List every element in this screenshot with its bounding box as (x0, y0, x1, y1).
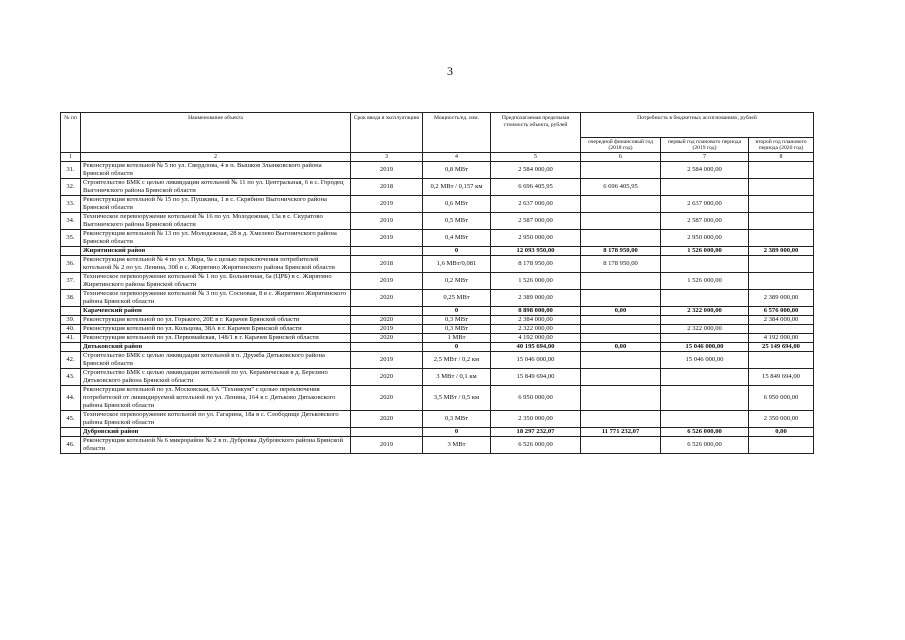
col-number: 5 (491, 153, 581, 162)
budget-2019: 1 526 000,00 (661, 273, 749, 290)
header-2019: первый год планового периода (2019 год) (661, 138, 749, 153)
budget-2019: 2 950 000,00 (661, 230, 749, 247)
col-number: 6 (581, 153, 661, 162)
budget-2019 (661, 386, 749, 411)
capacity: 0 (423, 307, 491, 316)
row-number: 44. (61, 386, 81, 411)
object-name: Строительство БМК с целью ликвидации котельной по ул. Керамическая в д. Березино Дятьковского района Брянской области (81, 369, 351, 386)
estimated-cost: 2 637 000,00 (491, 196, 581, 213)
table-row (61, 369, 814, 386)
budget-2018 (581, 369, 661, 386)
row-number: 43. (61, 369, 81, 386)
estimated-cost: 2 384 000,00 (491, 316, 581, 325)
row-number: 32. (61, 179, 81, 196)
row-number: 46. (61, 437, 81, 454)
commissioning-year: 2019 (351, 325, 423, 334)
estimated-cost: 2 350 000,00 (491, 411, 581, 428)
budget-2020 (749, 437, 814, 454)
row-number: 42. (61, 352, 81, 369)
budget-2020: 2 389 000,00 (749, 247, 814, 256)
estimated-cost: 40 195 694,00 (491, 343, 581, 352)
capacity: 0,6 МВт (423, 196, 491, 213)
estimated-cost: 4 192 000,00 (491, 334, 581, 343)
estimated-cost: 8 898 000,00 (491, 307, 581, 316)
commissioning-year: 2020 (351, 290, 423, 307)
table-row (61, 325, 814, 334)
budget-2020 (749, 196, 814, 213)
col-number: 2 (81, 153, 351, 162)
estimated-cost: 2 584 000,00 (491, 162, 581, 179)
estimated-cost: 15 046 000,00 (491, 352, 581, 369)
estimated-cost: 2 322 000,00 (491, 325, 581, 334)
district-subtotal-row (61, 247, 814, 256)
budget-2019: 6 526 000,00 (661, 428, 749, 437)
budget-2019: 15 046 000,00 (661, 352, 749, 369)
object-name: Реконструкция котельной по ул. Московская, 6А "Техникум" с целью переключения потребителей от ликвидируемой котельной по ул. Ленина, 164 в г. Дятьково Дятьковского района Брянской области (81, 386, 351, 411)
table-row (61, 437, 814, 454)
budget-2019: 2 587 000,00 (661, 213, 749, 230)
object-name: Дятьковский район (81, 343, 351, 352)
capacity: 0,5 МВт (423, 213, 491, 230)
object-name: Техническое перевооружение котельной № 16 по ул. Молодежная, 13а в с. Скуратово Выгоничского района Брянской области (81, 213, 351, 230)
capacity: 0,2 МВт (423, 273, 491, 290)
capacity: 2,5 МВт / 0,2 км (423, 352, 491, 369)
row-number: 40. (61, 325, 81, 334)
budget-2020: 0,00 (749, 428, 814, 437)
table-row (61, 290, 814, 307)
estimated-cost: 6 950 000,00 (491, 386, 581, 411)
budget-2018: 8 178 950,00 (581, 247, 661, 256)
budget-2020: 6 950 000,00 (749, 386, 814, 411)
header-power: Мощность/ед. изм. (423, 113, 491, 153)
budget-2019: 15 046 000,00 (661, 343, 749, 352)
commissioning-year: 2019 (351, 162, 423, 179)
commissioning-year: 2020 (351, 411, 423, 428)
row-number: 36. (61, 256, 81, 273)
budget-2020: 25 149 694,00 (749, 343, 814, 352)
budget-2019 (661, 256, 749, 273)
col-number: 1 (61, 153, 81, 162)
budget-2018 (581, 386, 661, 411)
table-row (61, 196, 814, 213)
object-name: Дубровский район (81, 428, 351, 437)
budget-2019 (661, 316, 749, 325)
row-number: 31. (61, 162, 81, 179)
budget-2018 (581, 352, 661, 369)
commissioning-year: 2020 (351, 386, 423, 411)
budget-2020: 2 389 000,00 (749, 290, 814, 307)
commissioning-year: 2020 (351, 316, 423, 325)
object-name: Реконструкция котельной № 15 по ул. Пушкина, 1 в с. Скрябино Выгоничского района Брянской области (81, 196, 351, 213)
estimated-cost: 8 178 950,00 (491, 256, 581, 273)
budget-2020 (749, 325, 814, 334)
budget-2020 (749, 256, 814, 273)
estimated-cost: 2 389 000,00 (491, 290, 581, 307)
row-number: 39. (61, 316, 81, 325)
object-name: Жирятинский район (81, 247, 351, 256)
commissioning-year: 2020 (351, 334, 423, 343)
budget-2019: 2 322 000,00 (661, 325, 749, 334)
row-number: 35. (61, 230, 81, 247)
row-number: 38. (61, 290, 81, 307)
commissioning-year: 2018 (351, 256, 423, 273)
capacity: 0,4 МВт (423, 230, 491, 247)
budget-2020 (749, 230, 814, 247)
table-row (61, 213, 814, 230)
col-number: 3 (351, 153, 423, 162)
budget-2020 (749, 273, 814, 290)
object-name: Реконструкция котельной № 4 по ул. Мира, 9а с целью переключения потребителей котельной № 2 по ул. Ленина, 30б в с. Жирятино Жирятинского района Брянской области (81, 256, 351, 273)
object-name: Реконструкция котельной по ул. Первомайская, 148/1 в г. Карачев Брянской области (81, 334, 351, 343)
commissioning-year (351, 307, 423, 316)
commissioning-year (351, 343, 423, 352)
object-name: Реконструкция котельной по ул. Кольцова, 38А в г. Карачев Брянской области (81, 325, 351, 334)
row-number: 45. (61, 411, 81, 428)
table-row (61, 352, 814, 369)
object-name: Техническое перевооружение котельной по ул. Гагарина, 18а в с. Слободище Дятьковского района Брянской области (81, 411, 351, 428)
budget-2018: 11 771 232,07 (581, 428, 661, 437)
budget-2018: 0,00 (581, 343, 661, 352)
row-number (61, 247, 81, 256)
commissioning-year: 2019 (351, 213, 423, 230)
row-number (61, 343, 81, 352)
table-row (61, 162, 814, 179)
capacity: 0,2 МВт / 0,157 км (423, 179, 491, 196)
capacity: 3 МВт / 0,1 км (423, 369, 491, 386)
budget-2018 (581, 334, 661, 343)
header-need: Потребность в бюджетных ассигнованиях, рублей (581, 113, 814, 138)
budget-2020 (749, 213, 814, 230)
budget-2018 (581, 411, 661, 428)
budget-2019 (661, 290, 749, 307)
budget-2019: 2 322 000,00 (661, 307, 749, 316)
capacity: 0,25 МВт (423, 290, 491, 307)
commissioning-year: 2020 (351, 369, 423, 386)
budget-2018 (581, 290, 661, 307)
object-name: Реконструкция котельной № 5 по ул. Свердлова, 4 в п. Вышков Злынковского района Брянской области (81, 162, 351, 179)
table-row (61, 230, 814, 247)
capacity: 0 (423, 247, 491, 256)
estimated-cost: 6 526 000,00 (491, 437, 581, 454)
budget-2019 (661, 334, 749, 343)
table-row (61, 411, 814, 428)
row-number: 34. (61, 213, 81, 230)
row-number: 37. (61, 273, 81, 290)
header-2020: второй год планового периода (2020 год) (749, 138, 814, 153)
page-number: 3 (447, 64, 453, 78)
budget-2018 (581, 325, 661, 334)
budget-2020: 2 384 000,00 (749, 316, 814, 325)
capacity: 1 МВт (423, 334, 491, 343)
budget-2019: 6 526 000,00 (661, 437, 749, 454)
budget-2018: 0,00 (581, 307, 661, 316)
estimated-cost: 1 526 000,00 (491, 273, 581, 290)
capacity: 1,6 МВт/0,081 (423, 256, 491, 273)
commissioning-year (351, 428, 423, 437)
table-row (61, 334, 814, 343)
district-subtotal-row (61, 428, 814, 437)
budget-2018 (581, 213, 661, 230)
budget-2020 (749, 179, 814, 196)
capacity: 3 МВт (423, 437, 491, 454)
estimated-cost: 2 587 000,00 (491, 213, 581, 230)
budget-2019 (661, 411, 749, 428)
commissioning-year: 2019 (351, 437, 423, 454)
commissioning-year: 2019 (351, 196, 423, 213)
budget-2018 (581, 437, 661, 454)
estimated-cost: 2 950 000,00 (491, 230, 581, 247)
budget-table (60, 112, 814, 454)
budget-2018: 8 178 950,00 (581, 256, 661, 273)
object-name: Реконструкция котельной № 6 микрорайон № 2 в п. Дубровка Дубровского района Брянской области (81, 437, 351, 454)
budget-2020: 2 350 000,00 (749, 411, 814, 428)
table-row (61, 386, 814, 411)
estimated-cost: 6 696 405,95 (491, 179, 581, 196)
header-year: Срок ввода в эксплуатацию (351, 113, 423, 153)
row-number (61, 428, 81, 437)
column-numbers-row (61, 153, 814, 162)
capacity: 0,8 МВт (423, 162, 491, 179)
capacity: 0,3 МВт (423, 316, 491, 325)
commissioning-year: 2018 (351, 179, 423, 196)
table-row (61, 256, 814, 273)
budget-2018 (581, 273, 661, 290)
object-name: Строительство БМК с целью ликвидации котельной в п. Дружба Дятьковского района Брянской области (81, 352, 351, 369)
col-number: 4 (423, 153, 491, 162)
object-name: Техническое перевооружение котельной № 1 по ул. Больничная, 6а (ЦРБ) в с. Жирятино Жирятинского района Брянской области (81, 273, 351, 290)
estimated-cost: 18 297 232,07 (491, 428, 581, 437)
budget-2020: 6 576 000,00 (749, 307, 814, 316)
table-row (61, 179, 814, 196)
estimated-cost: 15 849 694,00 (491, 369, 581, 386)
capacity: 0,3 МВт (423, 325, 491, 334)
budget-2019 (661, 179, 749, 196)
capacity: 0,3 МВт (423, 411, 491, 428)
budget-2018 (581, 230, 661, 247)
row-number (61, 307, 81, 316)
budget-2020 (749, 162, 814, 179)
budget-2018 (581, 162, 661, 179)
commissioning-year (351, 247, 423, 256)
commissioning-year: 2019 (351, 352, 423, 369)
budget-2020 (749, 352, 814, 369)
budget-2018: 6 696 405,95 (581, 179, 661, 196)
estimated-cost: 12 093 950,00 (491, 247, 581, 256)
table-row (61, 316, 814, 325)
budget-2020: 15 849 694,00 (749, 369, 814, 386)
header-name: Наименование объекта (81, 113, 351, 153)
commissioning-year: 2019 (351, 273, 423, 290)
row-number: 41. (61, 334, 81, 343)
header-2018: очередной финансовый год (2018 год) (581, 138, 661, 153)
district-subtotal-row (61, 343, 814, 352)
object-name: Реконструкция котельной № 13 по ул. Молодежная, 28 в д. Хмелево Выгоничского района Брянской области (81, 230, 351, 247)
table-row (61, 273, 814, 290)
col-number: 7 (661, 153, 749, 162)
commissioning-year: 2019 (351, 230, 423, 247)
budget-2019 (661, 369, 749, 386)
district-subtotal-row (61, 307, 814, 316)
budget-2020: 4 192 000,00 (749, 334, 814, 343)
budget-2019: 2 637 000,00 (661, 196, 749, 213)
row-number: 33. (61, 196, 81, 213)
object-name: Строительство БМК с целью ликвидации котельной № 11 по ул. Центральная, 6 в с. Городец Выгоничского района Брянской области (81, 179, 351, 196)
capacity: 3,5 МВт / 0,5 км (423, 386, 491, 411)
object-name: Реконструкция котельной по ул. Горького, 20Е в г. Карачев Брянской области (81, 316, 351, 325)
budget-2018 (581, 196, 661, 213)
budget-2019: 2 584 000,00 (661, 162, 749, 179)
col-number: 8 (749, 153, 814, 162)
budget-2019: 1 526 000,00 (661, 247, 749, 256)
capacity: 0 (423, 343, 491, 352)
budget-2018 (581, 316, 661, 325)
object-name: Техническое перевооружение котельной № 3 по ул. Сосновая, 8 в с. Жирятино Жирятинского района Брянской области (81, 290, 351, 307)
header-cost: Предполагаемая предельная стоимость объекта, рублей (491, 113, 581, 153)
object-name: Карачевский район (81, 307, 351, 316)
capacity: 0 (423, 428, 491, 437)
header-num: № пп (61, 113, 81, 153)
